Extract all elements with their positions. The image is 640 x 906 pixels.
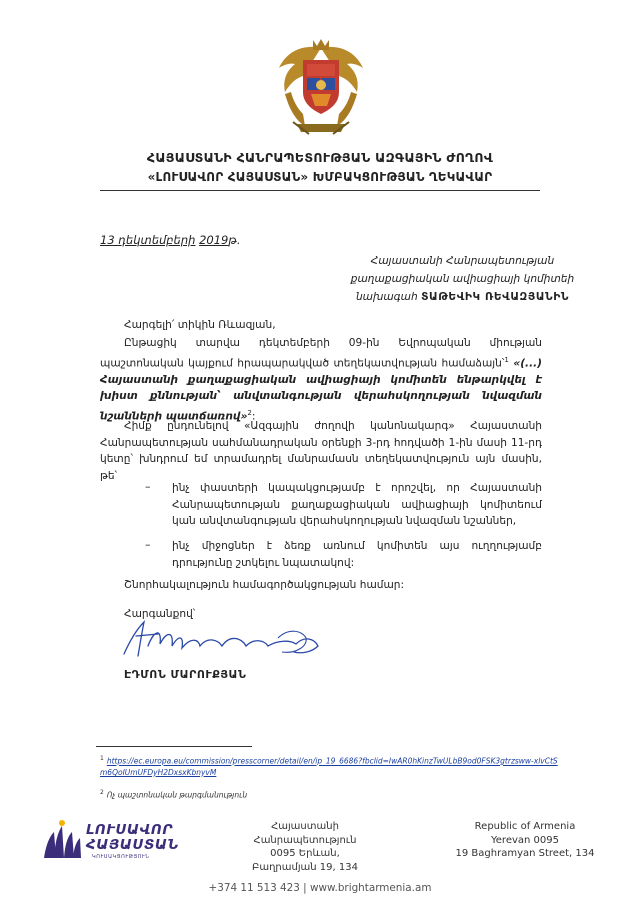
- paragraph-1-quote: «(...) Հայաստանի քաղաքացիական ավիացիայի կոմիտեն ենթարկվել է խիստ քննության՝ անվտանգության վերահսկողության նվազման նշանների պատճառով»: [100, 357, 542, 423]
- paragraph-1-text: Ընթացիկ տարվա դեկտեմբերի 09-ին Եվրոպական միության պաշտոնական կայքում հրապարակված տեղեկատվության համաձայն՝: [100, 337, 542, 370]
- footer-arm-line-2: 0095 Երևան,: [270, 848, 340, 859]
- paragraph-1-end: :: [251, 410, 256, 423]
- bullet-2-mark: –: [145, 538, 151, 551]
- bullet-2-text: ինչ միջոցներ է ձեռք առնում կոմիտեն այս ուղղությամբ դրությունը շտկելու նպատակով:: [172, 540, 542, 569]
- footnote-1-link[interactable]: https://ec.europa.eu/commission/presscorner/detail/en/ip_19_6686?fbclid=IwAR0hKinzTwULbB9od0FSK3gtrzsww-xlvCtSm6QoIUmUFDyH2DxsxKbnyvM: [100, 756, 558, 777]
- party-logo-tagline: ԿՈՒՍԱԿՑՈՒԹՅՈՒՆ: [92, 854, 150, 860]
- paragraph-1: [100, 335, 542, 425]
- paragraph-2: Հիմք ընդունելով «Ազգային ժողովի կանոնակարգ» Հայաստանի Հանրապետության սահմանադրական օրենքի 3-րդ հոդվածի 1-ին մասի 11-րդ կետը՝ խնդրում եմ տրամադրել մանրամասն տեղեկատվություն այն մասին, թե՝: [100, 420, 542, 482]
- footer-en-line-2: Yerevan 0095: [491, 834, 559, 846]
- footer-arm-line-1: Հայաստանի Հանրապետություն: [253, 821, 357, 846]
- footnote-divider: [96, 746, 252, 747]
- addressee-line-3: [330, 291, 595, 303]
- addressee-position: նախագահ: [355, 291, 418, 303]
- footer-address-armenian: [230, 820, 380, 874]
- closing-line: Հարգանքով՝: [124, 608, 196, 620]
- footnote-1: [100, 753, 560, 778]
- party-logo-icon: [40, 818, 84, 862]
- bullet-1-text: ինչ փաստերի կապակցությամբ է որոշվել, որ Հայաստանի Հանրապետության քաղաքացիական ավիացիայի կոմիտեում կան անվտանգության վերահսկողության նվազման նշաններ,: [172, 482, 542, 527]
- footer-contact: +374 11 513 423 | www.brightarmenia.am: [208, 882, 432, 894]
- date-day-month: 13 դեկտեմբերի: [100, 233, 196, 247]
- bullet-1-mark: –: [145, 480, 151, 493]
- thanks-line: Շնորհակալություն համագործակցության համար:: [124, 579, 405, 591]
- footer-address-english: [450, 820, 600, 861]
- parliament-title: ՀԱՅԱՍՏԱՆԻ ՀԱՆՐԱՊԵՏՈՒԹՅԱՆ ԱԶԳԱՅԻՆ ԺՈՂՈՎ: [146, 150, 494, 165]
- faction-leader-title: «ԼՈՒՍԱՎՈՐ ՀԱՅԱՍՏԱՆ» ԽՄԲԱԿՑՈՒԹՅԱՆ ՂԵԿԱՎԱՐ: [147, 170, 493, 184]
- footnote-1-number: 1: [100, 755, 104, 762]
- letter-date: [100, 233, 241, 247]
- footnote-2-text: Ոչ պաշտոնական թարգմանություն: [106, 790, 248, 800]
- signature-image: [118, 616, 333, 664]
- date-suffix: թ.: [228, 233, 241, 247]
- addressee-line-2: քաղաքացիական ավիացիայի կոմիտեի: [350, 273, 575, 285]
- footer-arm-line-3: Բաղրամյան 19, 134: [252, 861, 358, 873]
- footnote-ref-2: 2: [247, 408, 252, 417]
- party-logo-line-2: ՀԱՅԱՍՏԱՆ: [86, 837, 179, 853]
- header-divider: [100, 190, 540, 191]
- date-year: 2019: [199, 233, 229, 247]
- party-logo-line-1: ԼՈՒՍԱՎՈՐ: [86, 822, 173, 838]
- addressee-line-1: Հայաստանի Հանրապետության: [370, 255, 555, 267]
- footnote-2: [100, 789, 247, 800]
- coat-of-arms-emblem: [275, 38, 367, 136]
- footer-en-line-1: Republic of Armenia: [474, 821, 576, 832]
- footnote-ref-1: 1: [504, 355, 509, 364]
- salutation: Հարգելի՛ տիկին Ռևազյան,: [124, 319, 276, 331]
- footnote-2-number: 2: [100, 789, 104, 796]
- footer-en-line-3: 19 Baghramyan Street, 134: [455, 848, 595, 859]
- addressee-name: ՏԱԹԵՎԻԿ ՌԵՎԱԶՅԱՆԻՆ: [421, 291, 570, 303]
- signatory-name: ԷԴՄՈՆ ՄԱՐՈՒՔՅԱՆ: [124, 668, 247, 681]
